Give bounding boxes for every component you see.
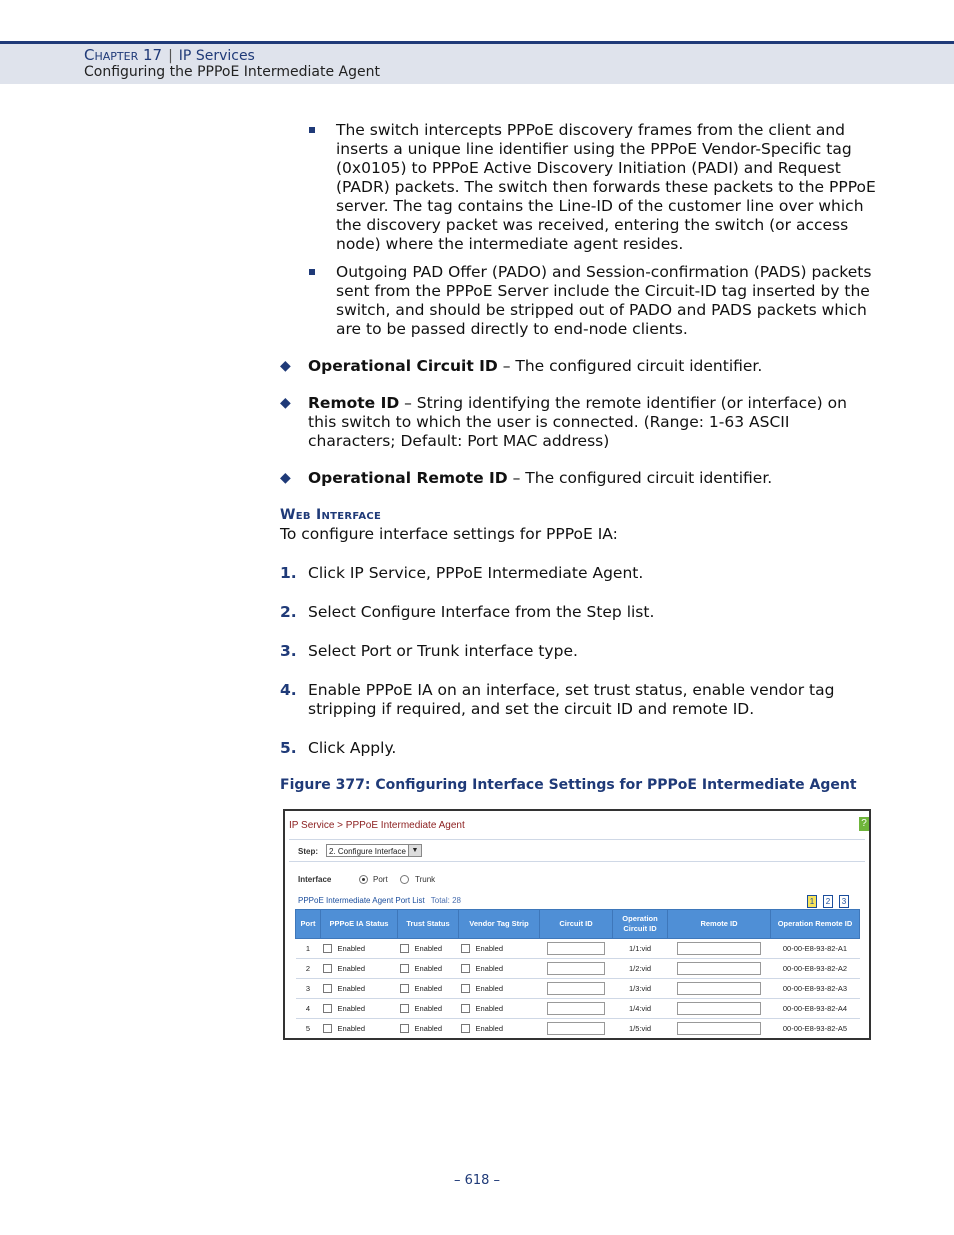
remote-id-input[interactable] xyxy=(677,942,761,955)
procedure-step xyxy=(280,642,880,661)
trunk-radio-label: Trunk xyxy=(415,875,436,884)
column-header: Circuit ID xyxy=(540,910,613,939)
checkbox-label: Enabled xyxy=(337,963,366,973)
trunk-radio[interactable] xyxy=(400,875,409,884)
trust-status-checkbox[interactable] xyxy=(400,944,409,953)
table-row xyxy=(296,1019,860,1039)
port-cell: 3 xyxy=(296,979,321,999)
remote-id-cell xyxy=(668,999,771,1019)
vendor-tag-checkbox[interactable] xyxy=(461,964,470,973)
ia-status-checkbox[interactable] xyxy=(323,944,332,953)
table-row xyxy=(296,959,860,979)
header-chapter-line xyxy=(84,46,255,64)
ia-status-cell xyxy=(321,999,398,1019)
header-separator: | xyxy=(168,48,173,64)
circuit-id-input[interactable] xyxy=(547,1022,605,1035)
op-remote-cell: 00-00-E8-93-82-A5 xyxy=(771,1019,860,1039)
bullet-term: Operational Circuit ID xyxy=(308,357,498,375)
help-icon[interactable]: ? xyxy=(859,817,869,831)
op-circuit-cell: 1/5:vid xyxy=(613,1019,668,1039)
port-radio[interactable] xyxy=(359,875,368,884)
square-bullet-item xyxy=(280,121,880,254)
circuit-id-cell xyxy=(540,1019,613,1039)
vendor-tag-checkbox[interactable] xyxy=(461,984,470,993)
square-bullet-text: Outgoing PAD Offer (PADO) and Session-confirmation (PADS) packets sent from the PPPoE Server include the Circuit-ID tag inserted by the switch, and should be stripped out of PADO and PADS packets which are to be passed directly to end-node clients. xyxy=(336,263,872,338)
square-bullet-text: The switch intercepts PPPoE discovery frames from the client and inserts a unique line identifier using the PPPoE Vendor-Specific tag (0x0105) to PPPoE Active Discovery Initiation (PADI) and Request (PADR) packets. The switch then forwards these packets to the PPPoE server. The tag contains the Line-ID of the customer line over which the discovery packet was received, entering the switch (or access node) where the intermediate agent resides. xyxy=(336,121,876,253)
vendor-tag-checkbox[interactable] xyxy=(461,1024,470,1033)
remote-id-input[interactable] xyxy=(677,1002,761,1015)
column-header: Operation Remote ID xyxy=(771,910,860,939)
diamond-bullet-item xyxy=(280,357,880,376)
trust-status-checkbox[interactable] xyxy=(400,984,409,993)
running-header xyxy=(0,44,954,84)
vendor-tag-checkbox[interactable] xyxy=(461,1004,470,1013)
port-list-title xyxy=(298,896,461,905)
divider xyxy=(289,861,865,862)
op-remote-cell: 00-00-E8-93-82-A1 xyxy=(771,939,860,959)
circuit-id-cell xyxy=(540,959,613,979)
bullet-description: – The configured circuit identifier. xyxy=(507,469,773,487)
op-circuit-cell: 1/3:vid xyxy=(613,979,668,999)
circuit-id-input[interactable] xyxy=(547,942,605,955)
vendor-tag-cell xyxy=(459,939,540,959)
header-subtitle: Configuring the PPPoE Intermediate Agent xyxy=(84,64,380,80)
page-number: – 618 – xyxy=(453,1173,501,1188)
bullet-term: Remote ID xyxy=(308,394,400,412)
checkbox-label: Enabled xyxy=(414,943,443,953)
circuit-id-cell xyxy=(540,939,613,959)
column-header: Operation Circuit ID xyxy=(613,910,668,939)
page-link-1[interactable]: 1 xyxy=(807,895,817,908)
checkbox-label: Enabled xyxy=(475,943,504,953)
diamond-bullet-icon: ◆ xyxy=(280,358,291,374)
trust-status-cell xyxy=(398,999,459,1019)
diamond-bullet-icon: ◆ xyxy=(280,470,291,486)
square-bullet-icon xyxy=(309,127,315,133)
step-number: 5. xyxy=(280,739,297,757)
column-header: Port xyxy=(296,910,321,939)
op-remote-cell: 00-00-E8-93-82-A2 xyxy=(771,959,860,979)
column-header: PPPoE IA Status xyxy=(321,910,398,939)
step-select-value: 2. Configure Interface xyxy=(329,847,406,856)
table-row xyxy=(296,939,860,959)
table-header-row xyxy=(296,910,860,939)
trust-status-checkbox[interactable] xyxy=(400,1004,409,1013)
checkbox-label: Enabled xyxy=(337,983,366,993)
diamond-bullet-item xyxy=(280,469,880,488)
circuit-id-cell xyxy=(540,999,613,1019)
port-list-total: Total: 28 xyxy=(430,896,461,905)
circuit-id-input[interactable] xyxy=(547,982,605,995)
square-bullet-item xyxy=(280,263,880,339)
remote-id-cell xyxy=(668,979,771,999)
page-link-2[interactable]: 2 xyxy=(823,895,833,908)
procedure-step xyxy=(280,681,880,719)
port-list-label: PPPoE Intermediate Agent Port List xyxy=(298,896,425,905)
bullet-description: – String identifying the remote identifier (or interface) on this switch to which the user is connected. (Range: 1-63 ASCII characters; Default: Port MAC address) xyxy=(308,394,847,450)
body-content xyxy=(280,121,880,795)
ia-status-cell xyxy=(321,959,398,979)
interface-label: Interface xyxy=(298,875,332,884)
circuit-id-input[interactable] xyxy=(547,1002,605,1015)
ia-status-checkbox[interactable] xyxy=(323,1024,332,1033)
vendor-tag-cell xyxy=(459,979,540,999)
vendor-tag-checkbox[interactable] xyxy=(461,944,470,953)
checkbox-label: Enabled xyxy=(337,943,366,953)
vendor-tag-cell xyxy=(459,959,540,979)
checkbox-label: Enabled xyxy=(475,963,504,973)
bullet-description: – The configured circuit identifier. xyxy=(497,357,763,375)
port-cell: 2 xyxy=(296,959,321,979)
chapter-label: Chapter 17 xyxy=(84,46,163,64)
op-remote-cell: 00-00-E8-93-82-A3 xyxy=(771,979,860,999)
square-bullet-icon xyxy=(309,269,315,275)
step-number: 4. xyxy=(280,681,297,699)
port-cell: 4 xyxy=(296,999,321,1019)
column-header: Remote ID xyxy=(668,910,771,939)
op-circuit-cell: 1/2:vid xyxy=(613,959,668,979)
checkbox-label: Enabled xyxy=(475,983,504,993)
trust-status-cell xyxy=(398,979,459,999)
trust-status-checkbox[interactable] xyxy=(400,964,409,973)
checkbox-label: Enabled xyxy=(414,983,443,993)
figure-screenshot xyxy=(283,809,871,1040)
procedure-step xyxy=(280,564,880,583)
procedure-step xyxy=(280,603,880,622)
op-circuit-cell: 1/4:vid xyxy=(613,999,668,1019)
remote-id-input[interactable] xyxy=(677,982,761,995)
trust-status-cell xyxy=(398,959,459,979)
section-intro: To configure interface settings for PPPoE IA: xyxy=(280,525,618,543)
step-text: Select Port or Trunk interface type. xyxy=(308,642,578,660)
checkbox-label: Enabled xyxy=(337,1023,366,1033)
ia-status-cell xyxy=(321,979,398,999)
port-table xyxy=(295,909,860,1039)
checkbox-label: Enabled xyxy=(475,1003,504,1013)
circuit-id-input[interactable] xyxy=(547,962,605,975)
step-number: 1. xyxy=(280,564,297,582)
section-heading: Web Interface xyxy=(280,507,382,523)
section-label: IP Services xyxy=(178,48,255,64)
remote-id-input[interactable] xyxy=(677,1022,761,1035)
ia-status-cell xyxy=(321,1019,398,1039)
breadcrumb: IP Service > PPPoE Intermediate Agent xyxy=(289,820,465,831)
step-select[interactable] xyxy=(326,844,422,857)
remote-id-cell xyxy=(668,939,771,959)
op-circuit-cell: 1/1:vid xyxy=(613,939,668,959)
checkbox-label: Enabled xyxy=(414,1003,443,1013)
procedure-step xyxy=(280,739,880,758)
checkbox-label: Enabled xyxy=(414,963,443,973)
circuit-id-cell xyxy=(540,979,613,999)
figure-caption: Figure 377: Configuring Interface Settings for PPPoE Intermediate Agent xyxy=(280,777,857,793)
remote-id-cell xyxy=(668,959,771,979)
ia-status-cell xyxy=(321,939,398,959)
checkbox-label: Enabled xyxy=(337,1003,366,1013)
chevron-down-icon[interactable]: ▼ xyxy=(408,845,421,856)
diamond-bullet-item xyxy=(280,394,880,451)
divider xyxy=(289,839,865,840)
remote-id-input[interactable] xyxy=(677,962,761,975)
step-text: Enable PPPoE IA on an interface, set trust status, enable vendor tag stripping if required, and set the circuit ID and remote ID. xyxy=(308,681,835,718)
port-radio-label: Port xyxy=(373,875,388,884)
column-header: Trust Status xyxy=(398,910,459,939)
trust-status-cell xyxy=(398,1019,459,1039)
ia-status-checkbox[interactable] xyxy=(323,964,332,973)
remote-id-cell xyxy=(668,1019,771,1039)
column-header: Vendor Tag Strip xyxy=(459,910,540,939)
port-cell: 1 xyxy=(296,939,321,959)
checkbox-label: Enabled xyxy=(475,1023,504,1033)
trust-status-cell xyxy=(398,939,459,959)
op-remote-cell: 00-00-E8-93-82-A4 xyxy=(771,999,860,1019)
trust-status-checkbox[interactable] xyxy=(400,1024,409,1033)
step-text: Click IP Service, PPPoE Intermediate Agent. xyxy=(308,564,644,582)
port-cell: 5 xyxy=(296,1019,321,1039)
vendor-tag-cell xyxy=(459,1019,540,1039)
step-text: Select Configure Interface from the Step list. xyxy=(308,603,655,621)
bullet-term: Operational Remote ID xyxy=(308,469,508,487)
ia-status-checkbox[interactable] xyxy=(323,1004,332,1013)
step-text: Click Apply. xyxy=(308,739,397,757)
step-number: 2. xyxy=(280,603,297,621)
vendor-tag-cell xyxy=(459,999,540,1019)
table-row xyxy=(296,999,860,1019)
step-label: Step: xyxy=(298,847,318,856)
step-number: 3. xyxy=(280,642,297,660)
ia-status-checkbox[interactable] xyxy=(323,984,332,993)
table-row xyxy=(296,979,860,999)
diamond-bullet-icon: ◆ xyxy=(280,395,291,411)
checkbox-label: Enabled xyxy=(414,1023,443,1033)
page-link-3[interactable]: 3 xyxy=(839,895,849,908)
